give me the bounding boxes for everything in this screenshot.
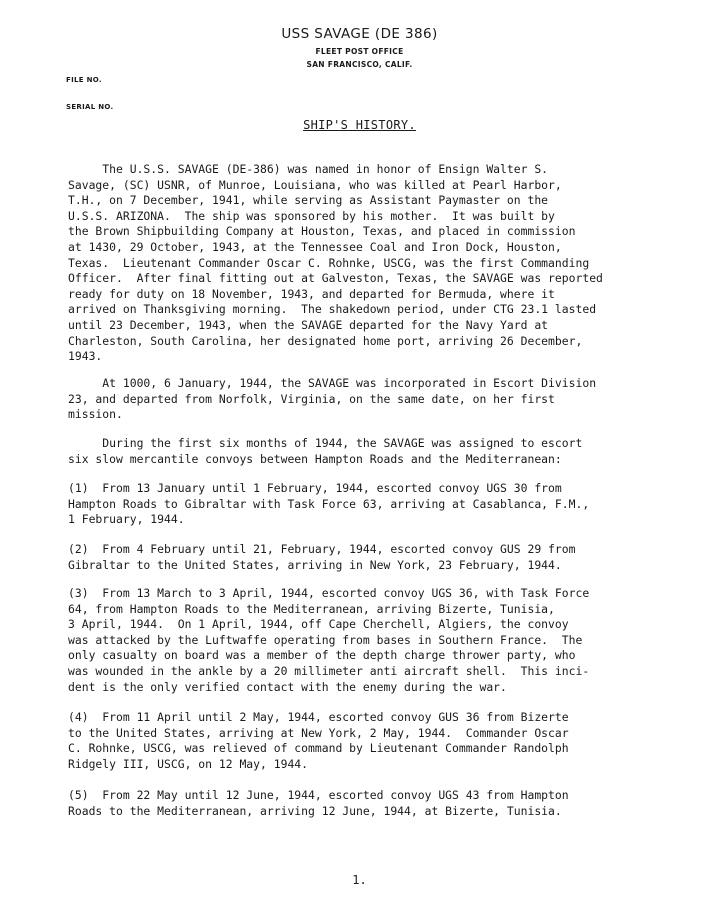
paragraph-convoy-4: [68, 710, 658, 772]
paragraph-convoy-3: [68, 586, 658, 695]
text-line: 3 April, 1944. On 1 April, 1944, off Cape Cherchell, Algiers, the convoy: [68, 617, 569, 632]
text-line: U.S.S. ARIZONA. The ship was sponsored by his mother. It was built by: [68, 208, 555, 223]
text-line: ready for duty on 18 November, 1943, and departed for Bermuda, where it: [68, 286, 555, 301]
text-line: Savage, (SC) USNR, of Munroe, Louisiana, who was killed at Pearl Harbor,: [68, 177, 562, 192]
file-no-label: FILE NO.: [66, 76, 102, 84]
text-line: only casualty on board was a member of the depth charge thrower party, who: [68, 648, 576, 663]
text-line: mission.: [68, 407, 123, 422]
text-line: at 1430, 29 October, 1943, at the Tennessee Coal and Iron Dock, Houston,: [68, 239, 562, 254]
text-line: (1) From 13 January until 1 February, 1944, escorted convoy UGS 30 from: [68, 481, 562, 495]
paragraph-first-mission: [68, 376, 658, 423]
text-line: Charleston, South Carolina, her designated home port, arriving 26 December,: [68, 333, 583, 348]
text-line: 64, from Hampton Roads to the Mediterranean, arriving Bizerte, Tunisia,: [68, 601, 555, 616]
paragraph-convoy-2: [68, 542, 658, 573]
text-line: The U.S.S. SAVAGE (DE-386) was named in honor of Ensign Walter S.: [68, 162, 549, 176]
fleet-post-office-line: FLEET POST OFFICE: [315, 47, 404, 56]
text-line: Officer. After final fitting out at Galveston, Texas, the SAVAGE was reported: [68, 271, 603, 286]
text-line: until 23 December, 1943, when the SAVAGE departed for the Navy Yard at: [68, 317, 549, 332]
city-line: SAN FRANCISCO, CALIF.: [306, 60, 413, 69]
text-line: Gibraltar to the United States, arriving in New York, 23 February, 1944.: [68, 557, 562, 572]
text-line: six slow mercantile convoys between Hampton Roads and the Mediterranean:: [68, 451, 562, 466]
paragraph-convoy-1: [68, 481, 658, 528]
text-line: At 1000, 6 January, 1944, the SAVAGE was incorporated in Escort Division: [68, 376, 597, 390]
text-line: Ridgely III, USCG, on 12 May, 1944.: [68, 756, 309, 771]
paragraph-naming: [68, 162, 658, 365]
text-line: Texas. Lieutenant Commander Oscar C. Rohnke, USCG, was the first Commanding: [68, 255, 590, 270]
paragraph-convoy-5: [68, 788, 658, 819]
page-number: 1.: [352, 873, 367, 887]
text-line: C. Rohnke, USCG, was relieved of command by Lieutenant Commander Randolph: [68, 741, 569, 756]
text-line: was wounded in the ankle by a 20 millimeter anti aircraft shell. This inci-: [68, 663, 590, 678]
text-line: the Brown Shipbuilding Company at Houston, Texas, and placed in commission: [68, 224, 576, 239]
text-line: (3) From 13 March to 3 April, 1944, escorted convoy UGS 36, with Task Force: [68, 586, 590, 600]
paragraph-convoys-intro: [68, 436, 658, 467]
text-line: to the United States, arriving at New York, 2 May, 1944. Commander Oscar: [68, 725, 569, 740]
text-line: was attacked by the Luftwaffe operating from bases in Southern France. The: [68, 632, 583, 647]
text-line: arrived on Thanksgiving morning. The shakedown period, under CTG 23.1 lasted: [68, 302, 597, 317]
ship-name-header: USS SAVAGE (DE 386): [281, 26, 438, 42]
text-line: (2) From 4 February until 21, February, 1944, escorted convoy GUS 29 from: [68, 542, 576, 556]
text-line: dent is the only verified contact with the enemy during the war.: [68, 679, 507, 694]
text-line: During the first six months of 1944, the SAVAGE was assigned to escort: [68, 436, 583, 450]
text-line: 1 February, 1944.: [68, 512, 185, 527]
text-line: 1943.: [68, 349, 103, 364]
document-title: SHIP'S HISTORY.: [303, 118, 416, 132]
text-line: (4) From 11 April until 2 May, 1944, escorted convoy GUS 36 from Bizerte: [68, 710, 569, 724]
text-line: T.H., on 7 December, 1941, while serving as Assistant Paymaster on the: [68, 193, 549, 208]
text-line: (5) From 22 May until 12 June, 1944, escorted convoy UGS 43 from Hampton: [68, 788, 569, 802]
serial-no-label: SERIAL NO.: [66, 103, 114, 111]
text-line: Roads to the Mediterranean, arriving 12 June, 1944, at Bizerte, Tunisia.: [68, 803, 562, 818]
text-line: Hampton Roads to Gibraltar with Task Force 63, arriving at Casablanca, F.M.,: [68, 496, 590, 511]
text-line: 23, and departed from Norfolk, Virginia, on the same date, on her first: [68, 391, 555, 406]
